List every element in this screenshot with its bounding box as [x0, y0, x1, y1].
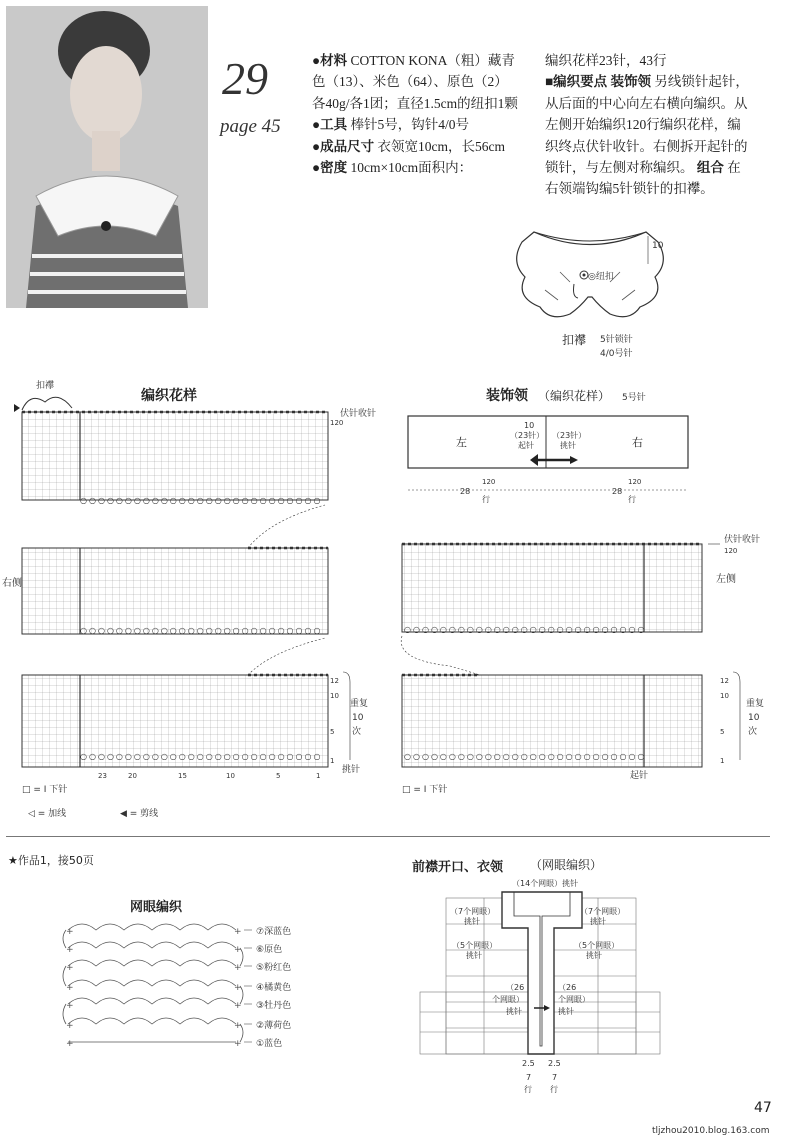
gauge-value: 编织花样23针，43行: [545, 53, 667, 68]
knitting-chart-left: [0, 370, 390, 830]
svg-text:+: +: [66, 927, 74, 937]
collar-chart-top-block: [402, 544, 702, 632]
color-row-5: ⑤粉红色: [256, 963, 292, 973]
dim-rows-right: 120: [628, 478, 642, 486]
loop-note-1: 5针锁针: [600, 335, 633, 345]
collar-width-label: 10: [652, 241, 664, 251]
collar-center-10: 10: [524, 421, 535, 430]
left-26-b: 个网眼）: [492, 995, 524, 1004]
cast-on-left: 挑针: [342, 765, 361, 775]
dim-rows-left: 120: [482, 478, 496, 486]
specs-right: [545, 50, 750, 200]
side-label-left: 左侧: [716, 574, 736, 585]
left-26-c: 挑针: [506, 1007, 522, 1016]
repeat-3-right: 次: [748, 727, 758, 737]
svg-text:+: +: [234, 963, 242, 973]
svg-text:+: +: [234, 1001, 242, 1011]
row-10-right: 10: [720, 692, 729, 700]
page-reference: page 45: [220, 116, 281, 137]
mesh-title: 网眼编织: [130, 900, 183, 915]
svg-text:+: +: [66, 1021, 74, 1031]
collar-title-note: （编织花样）: [538, 389, 611, 403]
svg-text:+: +: [66, 963, 74, 973]
legend-knit-left: □ = Ⅰ 下针: [22, 785, 68, 795]
collar-start: 起针: [518, 441, 534, 450]
svg-text:+: +: [234, 1039, 242, 1049]
row-1-left: 1: [330, 757, 335, 765]
svg-text:○○○○○○○○○○○○○○○○○○○○○○○○○○○: ○○○○○○○○○○○○○○○○○○○○○○○○○○○: [404, 752, 647, 761]
tools-label: ●工具: [312, 117, 348, 133]
svg-text:○○○○○○○○○○○○○○○○○○○○○○○○○○○: ○○○○○○○○○○○○○○○○○○○○○○○○○○○: [80, 626, 323, 635]
color-row-1: ①蓝色: [256, 1039, 283, 1049]
bottom-note: ★作品1，接50页: [8, 854, 94, 867]
tools-text: 棒针5号，钩针4/0号: [350, 117, 470, 133]
loop-label: 扣襻: [562, 333, 587, 347]
left-5-b: 挑针: [466, 951, 482, 960]
collar-pick: 挑针: [560, 441, 576, 450]
collar-23-left: （23针）: [510, 431, 545, 440]
top-pickup-label: （14个网眼）挑针: [512, 879, 579, 888]
key-points-label: ■编织要点: [545, 74, 608, 90]
gauge-text: 10cm×10cm面积内：: [350, 160, 473, 176]
color-row-7: ⑦深蓝色: [256, 927, 292, 937]
row-1-right: 1: [720, 757, 725, 765]
svg-text:+: +: [66, 945, 74, 955]
right-26-a: （26: [558, 983, 577, 992]
dim-right: 28: [612, 487, 623, 496]
left-7-b: 挑针: [464, 917, 480, 926]
svg-text:+: +: [234, 927, 242, 937]
dim-7-left: 7: [526, 1073, 532, 1082]
right-26-b: 个网眼）: [558, 995, 590, 1004]
collar-title: 装饰领: [486, 388, 528, 404]
button-label: ◎纽扣: [588, 272, 614, 282]
front-diagram-sub: （网眼编织）: [530, 858, 603, 872]
row-10-left: 10: [330, 692, 339, 700]
svg-text:+: +: [234, 1021, 242, 1031]
row-12-right: 12: [720, 677, 729, 685]
chart-top-block: [22, 412, 328, 500]
color-row-6: ⑥原色: [256, 945, 283, 955]
dim-2-5-left: 2.5: [522, 1059, 535, 1068]
materials-text: COTTON KONA（粗）藏青色（13）、米色（64）、原色（2）各40g/各1团；直径1.5cm的纽扣1颗: [312, 53, 518, 111]
left-5-a: （5个网眼）: [452, 941, 498, 950]
row-12-left: 12: [330, 677, 339, 685]
collar-23-right: （23针）: [552, 431, 587, 440]
photo-illustration: [6, 6, 208, 308]
svg-text:+: +: [234, 983, 242, 993]
page-number: 47: [754, 1100, 772, 1116]
size-text: 衣领宽10cm，长56cm: [377, 138, 506, 154]
svg-text:+: +: [234, 945, 242, 955]
col-20: 20: [128, 772, 137, 780]
key-points-sub: 装饰领: [610, 74, 652, 90]
collar-right-label: 右: [632, 436, 643, 449]
right-7-a: （7个网眼）: [580, 907, 626, 916]
repeat-2-left: 10: [352, 713, 364, 723]
assembly-text: 在右领端钩编5针锁针的扣襻。: [545, 160, 741, 197]
right-5-b: 挑针: [586, 951, 602, 960]
svg-text:+: +: [66, 1001, 74, 1011]
row-120-left: 120: [330, 419, 344, 427]
chart-loop-label: 扣襻: [36, 381, 55, 391]
loop-note-2: 4/0号针: [600, 349, 633, 359]
dim-2-5-right: 2.5: [548, 1059, 561, 1068]
dim-7-right: 7: [552, 1073, 558, 1082]
left-7-a: （7个网眼）: [450, 907, 496, 916]
right-26-c: 挑针: [558, 1007, 574, 1016]
legend-knit-right: □ = Ⅰ 下针: [402, 785, 448, 795]
dim-left: 28: [460, 487, 471, 496]
left-26-a: （26: [506, 983, 525, 992]
color-row-3: ③牡丹色: [256, 1001, 292, 1011]
col-5: 5: [276, 772, 281, 780]
repeat-3-left: 次: [352, 727, 362, 737]
dim-row-left: 行: [524, 1085, 532, 1094]
bind-off-label-right: 伏针收针: [724, 535, 761, 545]
row-120-right: 120: [724, 547, 738, 555]
color-row-2: ②薄荷色: [256, 1021, 292, 1031]
model-photo: [6, 6, 208, 308]
side-label-right: 右侧: [2, 578, 22, 589]
footer-url: tljzhou2010.blog.163.com: [652, 1126, 770, 1136]
collar-needle: 5号针: [622, 393, 646, 403]
col-10: 10: [226, 772, 235, 780]
svg-text:+: +: [66, 983, 74, 993]
col-1: 1: [316, 772, 321, 780]
cast-on-right: 起针: [630, 771, 649, 781]
svg-text:+: +: [66, 1039, 74, 1049]
col-15: 15: [178, 772, 187, 780]
collar-sketch: [500, 222, 680, 362]
dim-row-right: 行: [550, 1085, 558, 1094]
svg-text:○○○○○○○○○○○○○○○○○○○○○○○○○○○: ○○○○○○○○○○○○○○○○○○○○○○○○○○○: [80, 752, 323, 761]
key-points-text: 另线锁针起针，从后面的中心向左右横向编织。从左侧开始编织120行编织花样，编织终点伏针收针。右侧拆开起针的锁针，与左侧对称编织。: [545, 74, 749, 176]
bind-off-label-left: 伏针收针: [340, 409, 377, 419]
front-opening-diagram: [410, 872, 670, 1102]
mesh-stitch-diagram: [60, 916, 340, 1056]
section-divider: [6, 836, 770, 837]
size-label: ●成品尺寸: [312, 138, 375, 154]
specs-left: [312, 50, 518, 178]
right-5-a: （5个网眼）: [574, 941, 620, 950]
chart-title-pattern: 编织花样: [141, 388, 197, 404]
svg-text:○○○○○○○○○○○○○○○○○○○○○○○○○○○: ○○○○○○○○○○○○○○○○○○○○○○○○○○○: [80, 496, 323, 505]
knitting-chart-right: [390, 370, 790, 830]
chart-mid-block: [22, 548, 328, 634]
repeat-1-left: 重复: [350, 699, 369, 709]
repeat-1-right: 重复: [746, 699, 765, 709]
collar-left-label: 左: [456, 436, 467, 449]
assembly-label: 组合: [696, 160, 724, 176]
front-diagram-title: 前襟开口、衣领: [412, 860, 504, 875]
dim-rows-unit-left: 行: [482, 495, 490, 504]
materials-label: ●材料: [312, 53, 348, 68]
col-23: 23: [98, 772, 107, 780]
row-5-left: 5: [330, 728, 335, 736]
legend-add-yarn: ◁ = 加线: [28, 809, 67, 819]
svg-text:○○○○○○○○○○○○○○○○○○○○○○○○○○○: ○○○○○○○○○○○○○○○○○○○○○○○○○○○: [404, 625, 647, 634]
gauge-label: ●密度: [312, 160, 348, 176]
color-row-4: ④橘黄色: [256, 983, 292, 993]
row-5-right: 5: [720, 728, 725, 736]
repeat-2-right: 10: [748, 713, 760, 723]
right-7-b: 挑针: [590, 917, 606, 926]
pattern-number: 29: [222, 53, 268, 104]
legend-cut-yarn: ◀ = 剪线: [120, 809, 159, 819]
dim-rows-unit-right: 行: [628, 495, 636, 504]
